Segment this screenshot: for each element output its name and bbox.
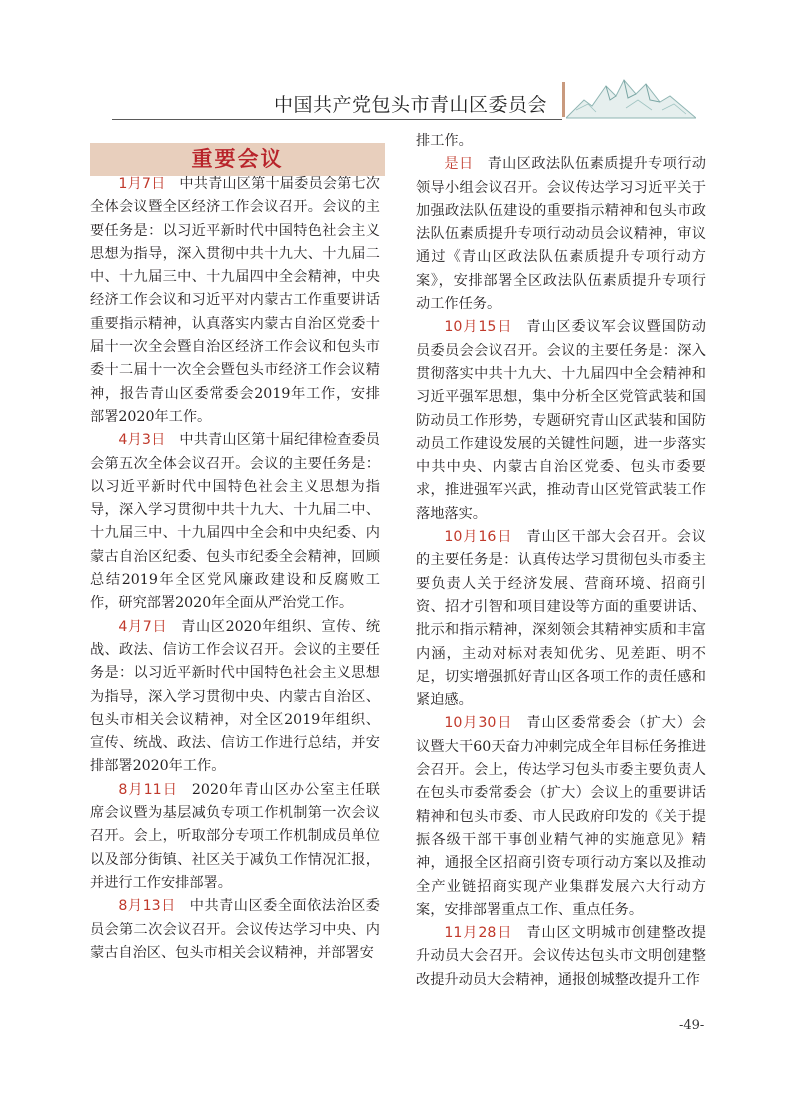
meeting-date: 10月16日 [444,529,513,546]
meeting-text: 青山区干部大会召开。会议的主要任务是：认真传达学习贯彻包头市委主要负责人关于经济发展、营商环境、招商引资、招才引智和项目建设等方面的重要讲话、批示和指示精神，深刻领会其精神实质和丰富内涵，主动对标对表知优劣、见差距、明不足，切实增强抓好青山区各项工作的责任感和紧迫感。 [416,529,706,709]
page-number: -49- [679,1018,705,1033]
left-column [90,173,380,965]
meeting-entry [90,779,380,895]
continuation-text: 排工作。 [416,133,473,149]
meeting-date: 4月3日 [118,432,166,449]
meeting-date: 10月15日 [444,319,513,336]
meeting-entry [416,316,706,526]
right-column [416,130,706,992]
meeting-entry [90,173,380,429]
meeting-date: 4月7日 [118,618,168,635]
meeting-entry [416,526,706,712]
meeting-date: 1月7日 [118,176,166,192]
header-title: 中国共产党包头市青山区委员会 [273,94,547,116]
meeting-text: 中共青山区第十届委员会第七次全体会议暨全区经济工作会议召开。会议的主要任务是：以习近平新时代中国特色社会主义思想为指导，深入贯彻中共十九大、十九届二中、十九届三中、十九届四中全会精神，中央经济工作会议和习近平对内蒙古工作重要讲话重要指示精神，认真落实内蒙古自治区党委十届十一次全会暨自治区经济工作会议和包头市委十二届十一次全会暨包头市经济工作会议精神，报告青山区委常委会2019年工作，安排部署2020年工作。 [90,176,380,425]
meeting-text: 青山区委常委会（扩大）会议暨大干60天奋力冲刺完成全年目标任务推进会召开。会上，传达学习包头市委主要负责人在包头市委常委会（扩大）会议上的重要讲话精神和包头市委、市人民政府印发的《关于提振各级干部干事创业精气神的实施意见》精神，通报全区招商引资专项行动方案以及推动全产业链招商实现产业集群发展六大行动方案，安排部署重点工作、重点任务。 [416,715,706,918]
meeting-date: 10月30日 [444,715,513,732]
meeting-entry [90,895,380,965]
meeting-text: 青山区政法队伍素质提升专项行动领导小组会议召开。会议传达学习习近平关于加强政法队伍建设的重要指示精神和包头市政法队伍素质提升专项行动动员会议精神，审议通过《青山区政法队伍素质提升专项行动方案》，安排部署全区政法队伍素质提升专项行动工作任务。 [416,156,706,313]
meeting-date: 8月11日 [118,781,178,798]
page-header [0,0,804,125]
meeting-date: 是日 [444,156,474,173]
header-separator [562,82,565,117]
meeting-text: 青山区文明城市创建整改提升动员大会召开。会议传达包头市文明创建整改提升动员大会精神，通报创城整改提升工作 [416,925,706,988]
meeting-entry [416,922,706,992]
mountain-icon [566,70,696,120]
meeting-entry [416,153,706,316]
meeting-text: 青山区委议军会议暨国防动员委员会会议召开。会议的主要任务是：深入贯彻落实中共十九大、十九届四中全会精神和习近平强军思想，集中分析全区党管武装和国防动员工作形势，专题研究青山区武装和国防动员工作建设发展的关键性问题，进一步落实中共中央、内蒙古自治区党委、包头市委要求，推进强军兴武，推动青山区党管武装工作落地落实。 [416,319,706,522]
section-title: 重要会议 [90,143,385,176]
header-rule [112,119,562,120]
meeting-text: 中共青山区第十届纪律检查委员会第五次全体会议召开。会议的主要任务是：以习近平新时代中国特色社会主义思想为指导，深入学习贯彻中共十九大、十九届二中、十九届三中、十九届四中全会和中央纪委、内蒙古自治区纪委、包头市纪委全会精神，回顾总结2019年全区党风廉政建设和反腐败工作，研究部署2020年全面从严治党工作。 [90,432,380,612]
meeting-entry [90,616,380,779]
meeting-text: 青山区2020年组织、宣传、统战、政法、信访工作会议召开。会议的主要任务是：以习近平新时代中国特色社会主义思想为指导，深入学习贯彻中央、内蒙古自治区、包头市相关会议精神，对全区2019年组织、宣传、统战、政法、信访工作进行总结，并安排部署2020年工作。 [90,618,381,775]
meeting-date: 8月13日 [118,898,176,915]
meeting-entry [416,712,706,922]
meeting-text: 中共青山区委全面依法治区委员会第二次会议召开。会议传达学习中央、内蒙古自治区、包头市相关会议精神，并部署安 [90,898,380,961]
meeting-text: 2020年青山区办公室主任联席会议暨为基层减负专项工作机制第一次会议召开。会上，听取部分专项工作机制成员单位以及部分街镇、社区关于减负工作情况汇报，并进行工作安排部署。 [90,781,380,891]
meeting-entry [90,429,380,615]
meeting-date: 11月28日 [444,925,513,942]
